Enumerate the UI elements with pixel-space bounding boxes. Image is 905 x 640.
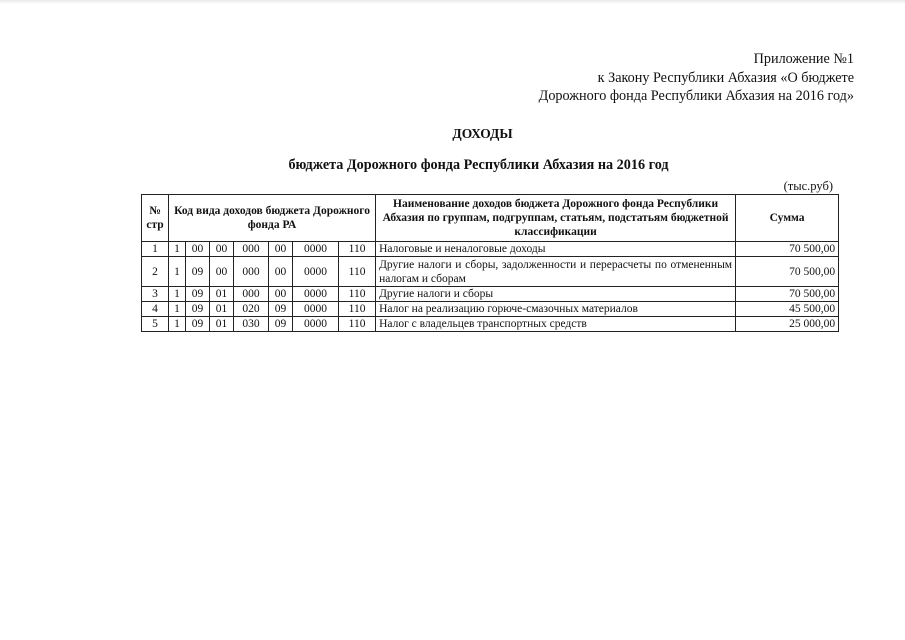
income-sum: 25 000,00 — [736, 317, 839, 332]
code-economic: 110 — [339, 257, 376, 287]
income-name: Налог с владельцев транспортных средств — [376, 317, 736, 332]
code-article: 00 — [210, 257, 234, 287]
code-subarticle: 030 — [234, 317, 269, 332]
document-subtitle: бюджета Дорожного фонда Республики Абхазия на 2016 год — [288, 157, 669, 173]
income-name: Другие налоги и сборы — [376, 287, 736, 302]
code-article: 01 — [210, 302, 234, 317]
income-table — [141, 194, 839, 332]
header-num: № стр — [142, 195, 169, 242]
code-group: 1 — [169, 242, 186, 257]
row-num: 2 — [142, 257, 169, 287]
code-program: 0000 — [293, 287, 339, 302]
code-element: 00 — [269, 257, 293, 287]
code-article: 00 — [210, 242, 234, 257]
appendix-line-3: Дорожного фонда Республики Абхазия на 2016 год» — [538, 88, 854, 104]
code-element: 00 — [269, 242, 293, 257]
appendix-note — [539, 50, 854, 106]
code-program: 0000 — [293, 317, 339, 332]
units-label: (тыс.руб) — [783, 179, 833, 193]
row-num: 3 — [142, 287, 169, 302]
header-sum: Сумма — [736, 195, 839, 242]
table-row — [142, 302, 839, 317]
income-name: Налоговые и неналоговые доходы — [376, 242, 736, 257]
code-economic: 110 — [339, 317, 376, 332]
code-subgroup: 09 — [186, 287, 210, 302]
code-economic: 110 — [339, 287, 376, 302]
income-sum: 70 500,00 — [736, 287, 839, 302]
code-subgroup: 00 — [186, 242, 210, 257]
code-subgroup: 09 — [186, 317, 210, 332]
code-article: 01 — [210, 317, 234, 332]
document-title: ДОХОДЫ — [452, 126, 513, 141]
income-name: Другие налоги и сборы, задолженности и перерасчеты по отмененным налогам и сборам — [376, 257, 736, 287]
table-row — [142, 257, 839, 287]
code-group: 1 — [169, 302, 186, 317]
header-name: Наименование доходов бюджета Дорожного фонда Республики Абхазия по группам, подгруппам, статьям, подстатьям бюджетной классификации — [376, 195, 736, 242]
code-subarticle: 000 — [234, 242, 269, 257]
row-num: 1 — [142, 242, 169, 257]
code-subarticle: 000 — [234, 257, 269, 287]
income-sum: 45 500,00 — [736, 302, 839, 317]
code-element: 09 — [269, 302, 293, 317]
code-element: 09 — [269, 317, 293, 332]
code-group: 1 — [169, 317, 186, 332]
appendix-line-2: к Закону Республики Абхазия «О бюджете — [597, 69, 854, 86]
code-program: 0000 — [293, 257, 339, 287]
page-edge — [0, 0, 905, 4]
code-subgroup: 09 — [186, 257, 210, 287]
code-subarticle: 020 — [234, 302, 269, 317]
code-subgroup: 09 — [186, 302, 210, 317]
table-row — [142, 242, 839, 257]
code-article: 01 — [210, 287, 234, 302]
table-header-row — [142, 195, 839, 242]
code-economic: 110 — [339, 242, 376, 257]
row-num: 5 — [142, 317, 169, 332]
header-code: Код вида доходов бюджета Дорожного фонда РА — [169, 195, 376, 242]
code-economic: 110 — [339, 302, 376, 317]
row-num: 4 — [142, 302, 169, 317]
appendix-line-1: Приложение №1 — [753, 51, 854, 67]
code-group: 1 — [169, 287, 186, 302]
code-subarticle: 000 — [234, 287, 269, 302]
income-sum: 70 500,00 — [736, 257, 839, 287]
income-name: Налог на реализацию горюче-смазочных материалов — [376, 302, 736, 317]
table-row — [142, 317, 839, 332]
code-group: 1 — [169, 257, 186, 287]
code-program: 0000 — [293, 302, 339, 317]
code-element: 00 — [269, 287, 293, 302]
code-program: 0000 — [293, 242, 339, 257]
income-sum: 70 500,00 — [736, 242, 839, 257]
table-row — [142, 287, 839, 302]
